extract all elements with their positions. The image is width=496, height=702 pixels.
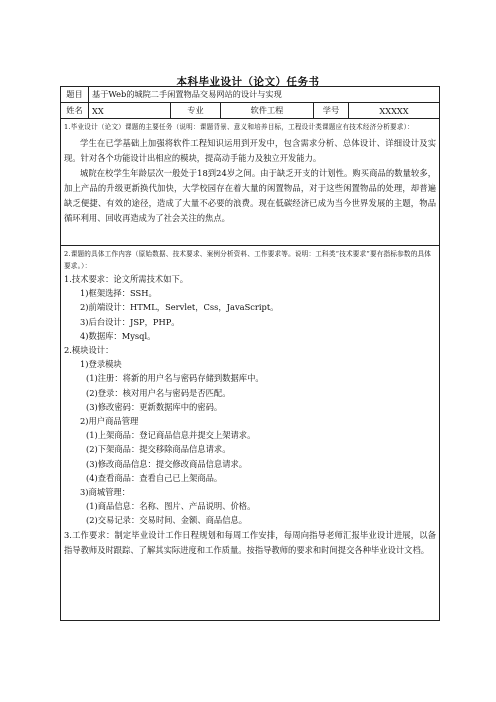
- content-heading-line: 2.模块设计：: [64, 345, 114, 356]
- content-item-line: (2)下架商品：提交移除商品信息请求。: [86, 444, 231, 455]
- name-value: XX: [89, 103, 171, 118]
- main-task-paragraph: 学生在已学基础上加强将软件工程知识运用到开发中，包含需求分析、总体设计、详细设计及实现。针对各个功能设计出相应的模块，提高动手能力及独立开发能力。: [64, 138, 436, 163]
- content-item-line: (1)商品信息：名称、图片、产品说明、价格。: [86, 501, 256, 512]
- content-item-line: (2)登录：核对用户名与密码是否匹配。: [86, 387, 231, 398]
- work-requirement-text: 3.工作要求：制定毕业设计工作日程规划和每周工作安排，每周向指导老师汇报毕业设计进展，以备指导教师及时跟踪、了解其实际进度和工作质量。按指导教师的要求和时间提交各种毕业设计文档。: [64, 529, 436, 555]
- name-label: 姓名: [61, 103, 89, 118]
- content-item-line: (2)交易记录：交易时间、金额、商品信息。: [86, 515, 248, 526]
- topic-row: [60, 86, 440, 102]
- work-content-list: [64, 272, 436, 528]
- major-label: 专业: [171, 103, 221, 118]
- content-item-line: (1)上架商品：登记商品信息并提交上架请求。: [86, 430, 256, 441]
- content-subheading-line: 1)登录模块: [80, 359, 122, 370]
- major-value: 软件工程: [221, 103, 314, 118]
- work-content-section: [60, 245, 440, 621]
- content-subheading-line: 2)用户商品管理: [80, 416, 139, 427]
- content-subheading-line: 4)数据库：Mysql。: [80, 330, 156, 341]
- topic-label: 题目: [61, 87, 89, 102]
- content-subheading-line: 3)后台设计：JSP，PHP。: [80, 316, 180, 327]
- main-task-paragraph: 城院在校学生年龄层次一般处于18到24岁之间。由于缺乏开支的计划性。购买商品的数量较多，加上产品的升级更新换代加快，大学校园存在着大量的闲置物品，对于这些闲置物品的处理，却普遍缺乏便捷、有效的途径，造成了大量不必要的浪费。现在低碳经济已成为当今世界发展的主题，物品循环利用、回收再造成为了社会关注的焦点。: [64, 168, 436, 223]
- main-task-heading: 1.毕业设计（论文）课题的主要任务（说明：课题背景、意义和培养目标，工程设计类课题应有技术经济分析要求）：: [64, 123, 414, 131]
- content-item-line: (3)修改密码：更新数据库中的密码。: [86, 401, 223, 412]
- content-heading-line: 1.技术要求：论文所需技术如下。: [64, 274, 189, 284]
- document-title: 本科毕业设计（论文）任务书: [176, 76, 320, 88]
- student-id-value: XXXXX: [379, 105, 409, 116]
- content-item-line: (4)查看商品：查看自己已上架商品。: [86, 472, 223, 483]
- content-item-line: (3)修改商品信息：提交修改商品信息请求。: [86, 458, 248, 469]
- student-id-label: 学号: [314, 103, 349, 118]
- content-subheading-line: 1)框架选择：SSH。: [80, 288, 157, 299]
- task-table: [60, 86, 440, 621]
- content-subheading-line: 2)前端设计：HTML，Servlet，Css，JavaScript。: [80, 302, 279, 313]
- main-task-section: [60, 118, 440, 245]
- student-info-row: [60, 102, 440, 118]
- content-item-line: (1)注册：将新的用户名与密码存储到数据库中。: [86, 373, 264, 384]
- work-content-heading: 2.课题的具体工作内容（原始数据、技术要求、案例分析资料、工作要求等。说明：工科类“技术要求”要有指标参数的具体要求。）：: [64, 250, 432, 270]
- topic-value: 基于Web的城院二手闲置物品交易网站的设计与实现: [92, 89, 282, 99]
- content-subheading-line: 3)商城管理：: [80, 487, 131, 498]
